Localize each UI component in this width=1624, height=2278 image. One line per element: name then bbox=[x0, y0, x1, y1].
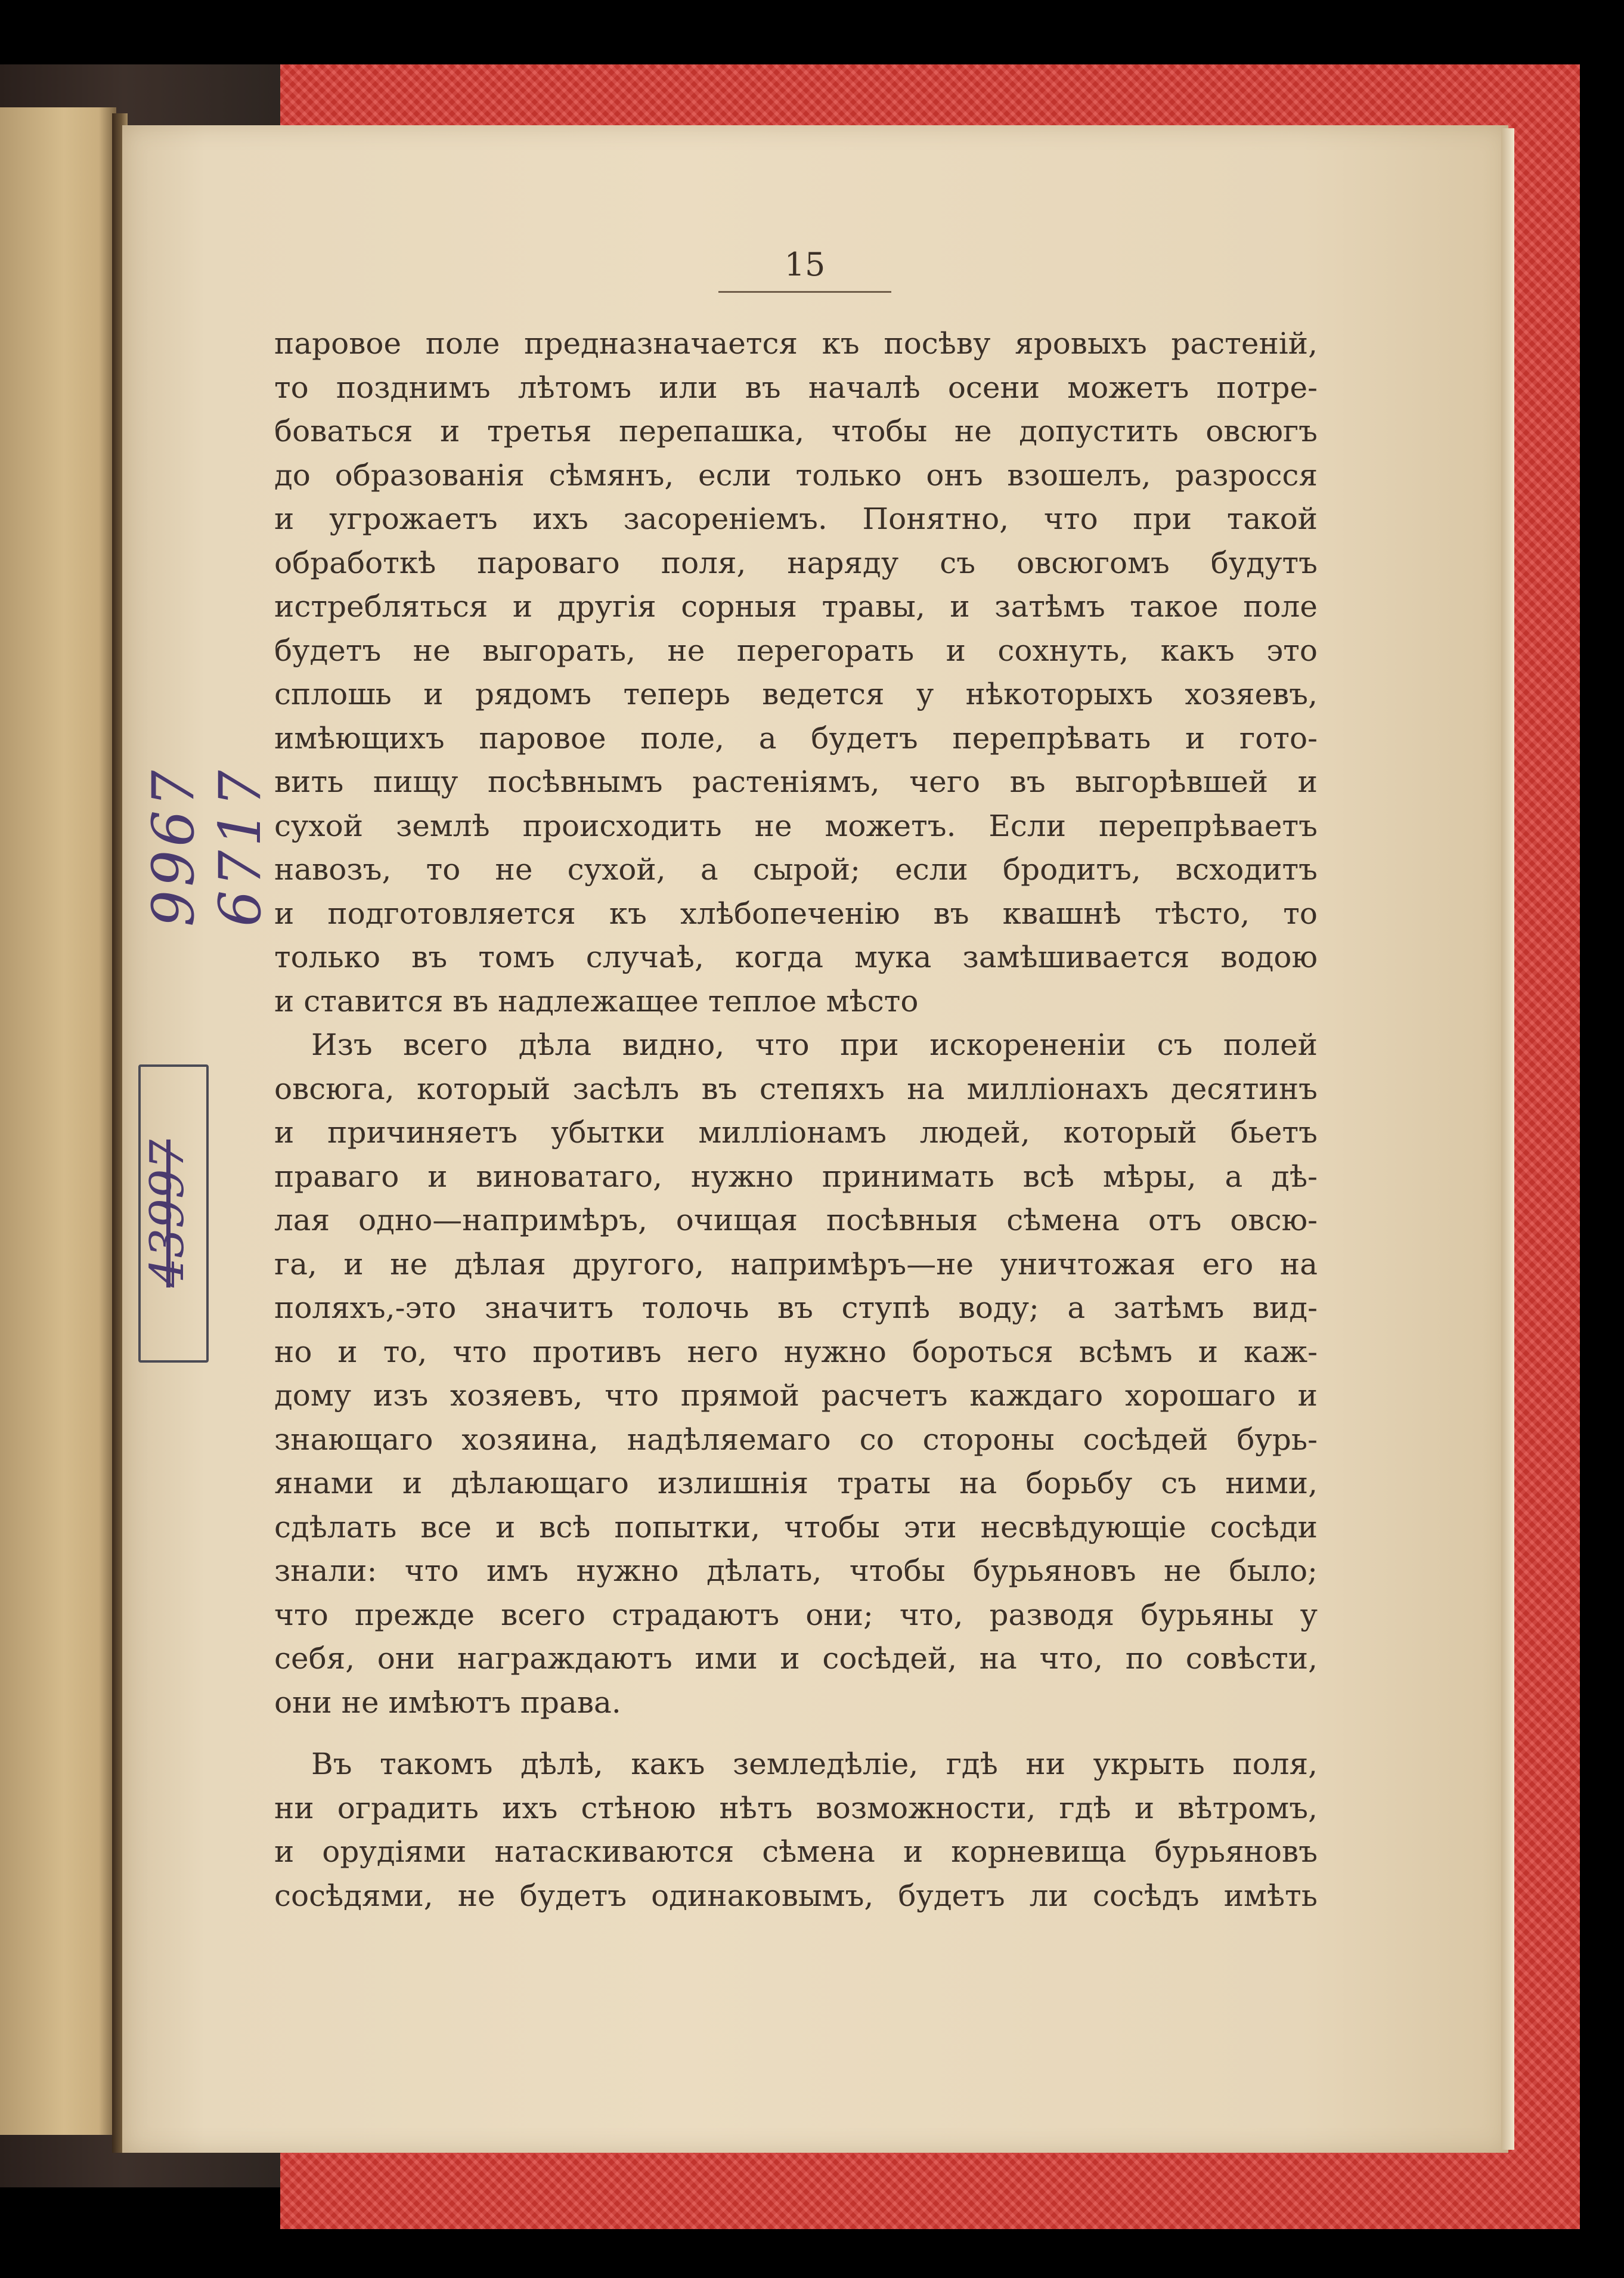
text-line: Изъ всего дѣла видно, что при искорененіи съ полей bbox=[311, 1027, 1318, 1062]
text-line: и ставится въ надлежащее теплое мѣсто bbox=[274, 983, 919, 1019]
paragraph-3 bbox=[274, 1742, 1318, 1918]
text-line: они не имѣютъ права. bbox=[274, 1685, 621, 1720]
text-line: и подготовляется къ хлѣбопеченію въ квашнѣ тѣсто, то bbox=[274, 896, 1318, 931]
text-line: боваться и третья перепашка, чтобы не допустить овсюгъ bbox=[274, 414, 1318, 448]
text-line: имѣющихъ паровое поле, а будетъ перепрѣвать и гото- bbox=[274, 720, 1318, 756]
text-line: себя, они награждаютъ ими и сосѣдей, на что, по совѣсти, bbox=[274, 1641, 1318, 1676]
text-line: и причиняетъ убытки милліонамъ людей, который бьетъ bbox=[274, 1115, 1318, 1150]
paragraph-2 bbox=[274, 1023, 1318, 1725]
page-fore-edge bbox=[1501, 128, 1514, 2150]
text-line: и орудіями натаскиваются сѣмена и корневища бурьяновъ bbox=[274, 1834, 1318, 1869]
text-line: навозъ, то не сухой, а сырой; если бродитъ, всходитъ bbox=[274, 852, 1318, 887]
page-number-rule bbox=[718, 291, 891, 293]
handwritten-shelf-number: 9967 6717 bbox=[140, 766, 274, 927]
text-line: ни оградить ихъ стѣною нѣтъ возможности, гдѣ и вѣтромъ, bbox=[274, 1790, 1318, 1825]
text-line: вить пищу посѣвнымъ растеніямъ, чего въ выгорѣвшей и bbox=[274, 765, 1318, 799]
text-line: истребляться и другія сорныя травы, и затѣмъ такое поле bbox=[274, 589, 1318, 624]
text-line: и угрожаетъ ихъ засореніемъ. Понятно, что при такой bbox=[274, 502, 1318, 536]
text-line: сосѣдями, не будетъ одинаковымъ, будетъ ли сосѣдъ имѣть bbox=[274, 1878, 1318, 1913]
text-line: знающаго хозяина, надѣляемаго со стороны сосѣдей бурь- bbox=[274, 1422, 1318, 1457]
text-line: поляхъ,-это значитъ толочь въ ступѣ воду; а затѣмъ вид- bbox=[274, 1290, 1318, 1325]
text-line: то позднимъ лѣтомъ или въ началѣ осени можетъ потре- bbox=[274, 370, 1318, 405]
text-line: что прежде всего страдаютъ они; что, разводя бурьяны у bbox=[274, 1597, 1318, 1632]
text-line: янами и дѣлающаго излишнія траты на борьбу съ ними, bbox=[274, 1466, 1318, 1500]
paragraph-1 bbox=[274, 322, 1318, 1023]
previous-page-edge bbox=[0, 107, 116, 2135]
text-line: знали: что имъ нужно дѣлать, чтобы бурьяновъ не было; bbox=[274, 1553, 1318, 1588]
text-line: обработкѣ пароваго поля, наряду съ овсюгомъ будутъ bbox=[274, 545, 1318, 580]
text-line: только въ томъ случаѣ, когда мука замѣшивается водою bbox=[274, 940, 1318, 974]
text-line: сдѣлать все и всѣ попытки, чтобы эти несвѣдующіе сосѣди bbox=[274, 1509, 1318, 1545]
text-line: до образованія сѣмянъ, если только онъ взошелъ, разросся bbox=[274, 457, 1318, 493]
text-line: будетъ не выгорать, не перегорать и сохнуть, какъ это bbox=[274, 633, 1318, 668]
text-line: овсюга, который засѣлъ въ степяхъ на милліонахъ десятинъ bbox=[274, 1071, 1318, 1106]
text-line: сухой землѣ происходить не можетъ. Если перепрѣваетъ bbox=[274, 808, 1318, 843]
paragraph-gap bbox=[274, 1725, 1318, 1742]
crossed-out-inventory-number: 43997 bbox=[141, 1139, 194, 1288]
text-line: сплошь и рядомъ теперь ведется у нѣкоторыхъ хозяевъ, bbox=[274, 677, 1318, 711]
text-line: праваго и виноватаго, нужно принимать всѣ мѣры, а дѣ- bbox=[274, 1159, 1318, 1194]
text-line: паровое поле предназначается къ посѣву яровыхъ растеній, bbox=[274, 326, 1318, 361]
text-line: дому изъ хозяевъ, что прямой расчетъ каждаго хорошаго и bbox=[274, 1378, 1318, 1413]
text-line: га, и не дѣлая другого, напримѣръ—не уничтожая его на bbox=[274, 1246, 1318, 1282]
page-number: 15 bbox=[784, 246, 826, 283]
text-line: Въ такомъ дѣлѣ, какъ земледѣліе, гдѣ ни укрыть поля, bbox=[311, 1747, 1318, 1781]
text-line: но и то, что противъ него нужно бороться всѣмъ и каж- bbox=[274, 1334, 1318, 1369]
text-line: лая одно—напримѣръ, очищая посѣвныя сѣмена отъ овсю- bbox=[274, 1203, 1318, 1237]
page-text bbox=[274, 322, 1318, 1918]
